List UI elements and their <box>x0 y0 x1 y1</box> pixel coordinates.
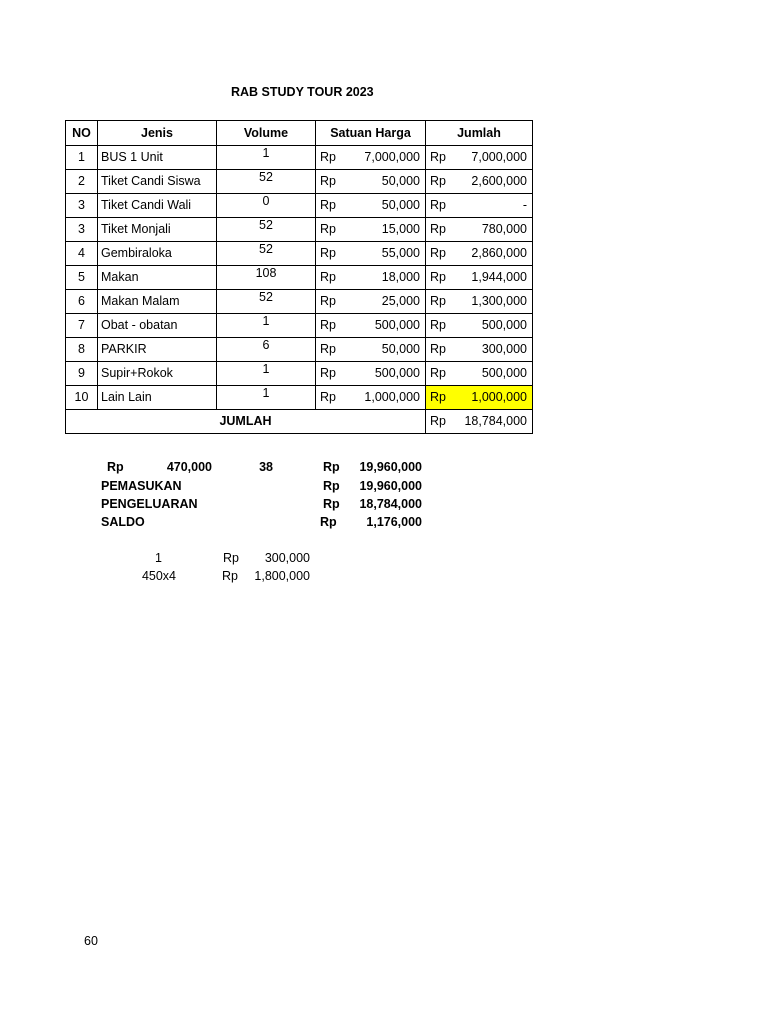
total-row <box>66 410 533 434</box>
row-harga-value: 25,000 <box>381 294 420 308</box>
row-jenis: Supir+Rokok <box>98 362 217 386</box>
row-jumlah-currency: Rp <box>430 318 446 332</box>
row-harga <box>316 362 426 386</box>
row-no: 10 <box>66 386 98 410</box>
table-row <box>66 386 533 410</box>
row-harga-value: 50,000 <box>381 342 420 356</box>
row-harga <box>316 266 426 290</box>
row-jumlah-value: 1,000,000 <box>471 390 527 404</box>
row-jumlah-currency: Rp <box>430 150 446 164</box>
row-harga <box>316 290 426 314</box>
row-jumlah-currency: Rp <box>430 294 446 308</box>
row-no: 5 <box>66 266 98 290</box>
pengeluaran-value: 18,784,000 <box>359 497 422 511</box>
saldo-value: 1,176,000 <box>366 515 422 529</box>
row-jenis: Obat - obatan <box>98 314 217 338</box>
calc-total-currency: Rp <box>323 460 340 474</box>
pemasukan-currency: Rp <box>323 479 340 493</box>
saldo-label: SALDO <box>101 515 145 529</box>
row-volume <box>217 170 316 194</box>
row-jumlah-currency: Rp <box>430 174 446 188</box>
row-no: 1 <box>66 146 98 170</box>
row-harga-value: 55,000 <box>381 246 420 260</box>
table-row <box>66 290 533 314</box>
row-harga-value: 18,000 <box>381 270 420 284</box>
total-currency: Rp <box>430 414 446 428</box>
row-no: 7 <box>66 314 98 338</box>
row-jenis: Tiket Monjali <box>98 218 217 242</box>
header-no: NO <box>66 121 98 146</box>
row-jumlah-value: 1,944,000 <box>471 270 527 284</box>
row-jenis: Lain Lain <box>98 386 217 410</box>
calc-qty: 38 <box>259 460 273 474</box>
row-volume-value: 108 <box>255 266 277 280</box>
table-row <box>66 314 533 338</box>
row-volume-value: 6 <box>262 338 270 352</box>
table-row <box>66 266 533 290</box>
row-volume <box>217 242 316 266</box>
row-harga-currency: Rp <box>320 342 336 356</box>
pemasukan-value: 19,960,000 <box>359 479 422 493</box>
row-harga-currency: Rp <box>320 294 336 308</box>
header-satuan-harga: Satuan Harga <box>316 121 426 146</box>
row-volume-value: 1 <box>262 386 270 400</box>
row-jumlah-value: 300,000 <box>481 342 527 356</box>
row-volume-value: 52 <box>259 218 273 232</box>
row-harga <box>316 386 426 410</box>
pengeluaran-currency: Rp <box>323 497 340 511</box>
row-jumlah <box>426 242 533 266</box>
saldo-currency: Rp <box>320 515 337 529</box>
row-jumlah-value: 1,300,000 <box>471 294 527 308</box>
row-no: 3 <box>66 194 98 218</box>
table-row <box>66 338 533 362</box>
row-harga-value: 500,000 <box>374 366 420 380</box>
row-volume-value: 1 <box>262 146 270 160</box>
header-volume: Volume <box>217 121 316 146</box>
row-harga-currency: Rp <box>320 318 336 332</box>
row-harga-currency: Rp <box>320 390 336 404</box>
row-harga <box>316 146 426 170</box>
row-volume <box>217 362 316 386</box>
row-volume-value: 52 <box>259 170 273 184</box>
table-row <box>66 242 533 266</box>
pengeluaran-label: PENGELUARAN <box>101 497 198 511</box>
row-jumlah <box>426 194 533 218</box>
row-harga-currency: Rp <box>320 150 336 164</box>
note-1-label: 1 <box>155 551 162 565</box>
calc-total: 19,960,000 <box>359 460 422 474</box>
row-jenis: Tiket Candi Siswa <box>98 170 217 194</box>
note-2-currency: Rp <box>222 569 238 583</box>
row-jumlah <box>426 146 533 170</box>
row-jumlah-currency: Rp <box>430 342 446 356</box>
note-1-currency: Rp <box>223 551 239 565</box>
row-harga-currency: Rp <box>320 198 336 212</box>
row-jumlah <box>426 386 533 410</box>
row-jenis: Makan Malam <box>98 290 217 314</box>
row-jumlah-value: 2,860,000 <box>471 246 527 260</box>
row-harga-currency: Rp <box>320 366 336 380</box>
row-harga <box>316 242 426 266</box>
page-number: 60 <box>84 934 98 948</box>
calc-currency: Rp <box>107 460 124 474</box>
table-row <box>66 218 533 242</box>
row-jumlah-value: 780,000 <box>481 222 527 236</box>
row-volume <box>217 266 316 290</box>
row-harga-value: 7,000,000 <box>364 150 420 164</box>
row-harga <box>316 338 426 362</box>
row-volume <box>217 338 316 362</box>
table-row <box>66 362 533 386</box>
row-harga-currency: Rp <box>320 222 336 236</box>
row-volume <box>217 290 316 314</box>
row-volume-value: 0 <box>262 194 270 208</box>
row-harga-currency: Rp <box>320 270 336 284</box>
row-harga-value: 500,000 <box>374 318 420 332</box>
row-jumlah <box>426 218 533 242</box>
row-jumlah <box>426 338 533 362</box>
row-harga-value: 50,000 <box>381 174 420 188</box>
note-1-value: 300,000 <box>264 551 310 565</box>
row-jumlah-currency: Rp <box>430 246 446 260</box>
row-jumlah <box>426 314 533 338</box>
header-jumlah: Jumlah <box>426 121 533 146</box>
row-no: 3 <box>66 218 98 242</box>
row-jenis: BUS 1 Unit <box>98 146 217 170</box>
row-jumlah-currency: Rp <box>430 390 446 404</box>
row-jumlah-value: 500,000 <box>481 366 527 380</box>
row-no: 6 <box>66 290 98 314</box>
row-jumlah-currency: Rp <box>430 222 446 236</box>
row-jenis: PARKIR <box>98 338 217 362</box>
row-jumlah-currency: Rp <box>430 270 446 284</box>
rab-table <box>65 120 533 434</box>
row-volume <box>217 194 316 218</box>
row-no: 4 <box>66 242 98 266</box>
row-volume <box>217 218 316 242</box>
row-harga-value: 50,000 <box>381 198 420 212</box>
row-jenis: Tiket Candi Wali <box>98 194 217 218</box>
row-volume-value: 52 <box>259 290 273 304</box>
row-jumlah <box>426 362 533 386</box>
row-volume <box>217 314 316 338</box>
note-2-label: 450x4 <box>141 569 176 583</box>
pemasukan-label: PEMASUKAN <box>101 479 182 493</box>
row-jumlah-value: 7,000,000 <box>471 150 527 164</box>
row-jumlah-value: 2,600,000 <box>471 174 527 188</box>
row-no: 8 <box>66 338 98 362</box>
row-no: 2 <box>66 170 98 194</box>
row-jenis: Makan <box>98 266 217 290</box>
calc-price: 470,000 <box>166 460 212 474</box>
total-cell <box>426 410 533 434</box>
row-jumlah <box>426 266 533 290</box>
total-label: JUMLAH <box>66 410 426 434</box>
row-jumlah-currency: Rp <box>430 198 446 212</box>
table-row <box>66 170 533 194</box>
row-harga-currency: Rp <box>320 174 336 188</box>
row-harga <box>316 170 426 194</box>
row-jumlah-currency: Rp <box>430 366 446 380</box>
row-no: 9 <box>66 362 98 386</box>
row-harga <box>316 194 426 218</box>
table-row <box>66 194 533 218</box>
row-volume-value: 1 <box>262 314 270 328</box>
row-volume-value: 1 <box>262 362 270 376</box>
row-jumlah <box>426 170 533 194</box>
header-jenis: Jenis <box>98 121 217 146</box>
row-jenis: Gembiraloka <box>98 242 217 266</box>
row-volume-value: 52 <box>259 242 273 256</box>
row-jumlah-value: - <box>522 198 527 212</box>
note-2-value: 1,800,000 <box>254 569 310 583</box>
table-row <box>66 146 533 170</box>
row-harga <box>316 218 426 242</box>
row-harga-currency: Rp <box>320 246 336 260</box>
row-volume <box>217 146 316 170</box>
row-jumlah-value: 500,000 <box>481 318 527 332</box>
row-harga-value: 1,000,000 <box>364 390 420 404</box>
row-harga-value: 15,000 <box>381 222 420 236</box>
total-value: 18,784,000 <box>464 414 527 428</box>
table-header-row <box>66 121 533 146</box>
row-volume <box>217 386 316 410</box>
row-jumlah <box>426 290 533 314</box>
document-title: RAB STUDY TOUR 2023 <box>231 85 374 99</box>
row-harga <box>316 314 426 338</box>
